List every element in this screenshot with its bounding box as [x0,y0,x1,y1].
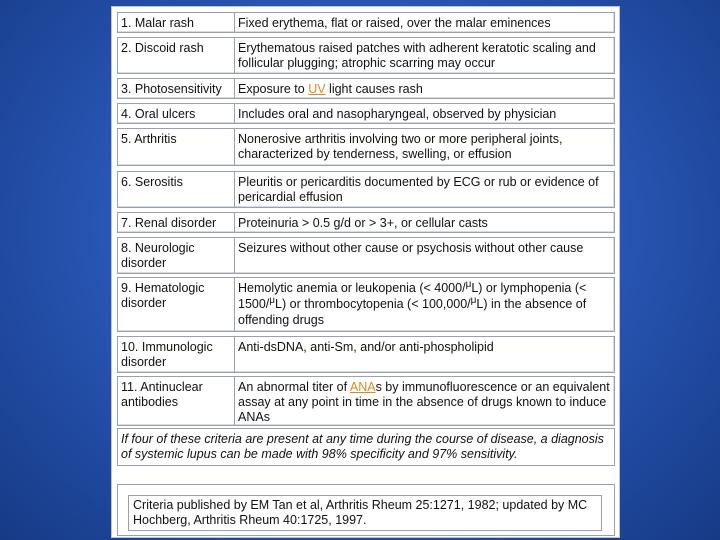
source-citation: Criteria published by EM Tan et al, Arthritis Rheum 25:1271, 1982; updated by MC Hochberg, Arthritis Rheum 40:1725, 1997. [128,495,602,531]
criteria-panel [111,6,620,538]
table-row [117,171,615,208]
criterion-description: Pleuritis or pericarditis documented by ECG or rub or evidence of pericardial effusion [238,175,599,204]
table-row [117,128,615,166]
diagnosis-note: If four of these criteria are present at any time during the course of disease, a diagnosis of systemic lupus can be made with 98% specificity and 97% sensitivity. [117,428,615,466]
description-text: Hemolytic anemia or leukopenia (< 4000/ [238,281,466,295]
description-text: An abnormal titer of [238,380,350,394]
table-row [117,103,615,124]
criterion-description: Nonerosive arthritis involving two or more peripheral joints, characterized by tenderness, swelling, or effusion [238,132,563,161]
criterion-description [235,278,614,331]
criterion-name: 10. Immunologic disorder [118,337,235,372]
description-text: Exposure to [238,82,309,96]
description-text: s by immunofluorescence or an equivalent assay at any point in time in the absence of drugs known to induce ANAs [238,380,610,424]
criterion-description: Seizures without other cause or psychosis without other cause [238,241,584,255]
description-text: L) in the absence of offending drugs [238,297,587,327]
criterion-name: 5. Arthritis [118,129,235,165]
table-row [117,12,615,33]
criterion-description [235,377,614,425]
criterion-description: Proteinuria > 0.5 g/d or > 3+, or cellular casts [238,216,488,230]
table-row [117,78,615,99]
criterion-name: 8. Neurologic disorder [118,238,235,273]
criterion-name: 7. Renal disorder [118,213,235,232]
criterion-name: 4. Oral ulcers [118,104,235,123]
criterion-description: Anti-dsDNA, anti-Sm, and/or anti-phospholipid [238,340,494,354]
criterion-description: Erythematous raised patches with adherent keratotic scaling and follicular plugging; atrophic scarring may occur [238,41,596,70]
criterion-name: 9. Hematologic disorder [118,278,235,331]
table-row [117,336,615,373]
criterion-description [235,79,614,98]
description-text: L) or thrombocytopenia (< 100,000/ [275,297,471,311]
uv-link[interactable]: UV [308,82,326,96]
criterion-name: 2. Discoid rash [118,38,235,73]
table-row [117,376,615,426]
criterion-name: 1. Malar rash [118,13,235,32]
table-row [117,212,615,233]
description-text: light causes rash [325,82,423,96]
ana-link[interactable]: ANA [349,380,376,394]
criterion-description: Includes oral and nasopharyngeal, observed by physician [238,107,557,121]
micro-symbol: μ [470,295,477,306]
criterion-description: Fixed erythema, flat or raised, over the malar eminences [238,16,551,30]
table-row [117,237,615,274]
table-row [117,277,615,332]
description-text: L) or lymphopenia (< 1500/ [238,281,587,311]
source-citation-box [117,484,615,536]
criterion-name: 11. Antinuclear antibodies [118,377,235,425]
micro-symbol: μ [465,279,472,290]
micro-symbol: μ [269,295,276,306]
criterion-name: 3. Photosensitivity [118,79,235,98]
table-row [117,37,615,74]
criterion-name: 6. Serositis [118,172,235,207]
